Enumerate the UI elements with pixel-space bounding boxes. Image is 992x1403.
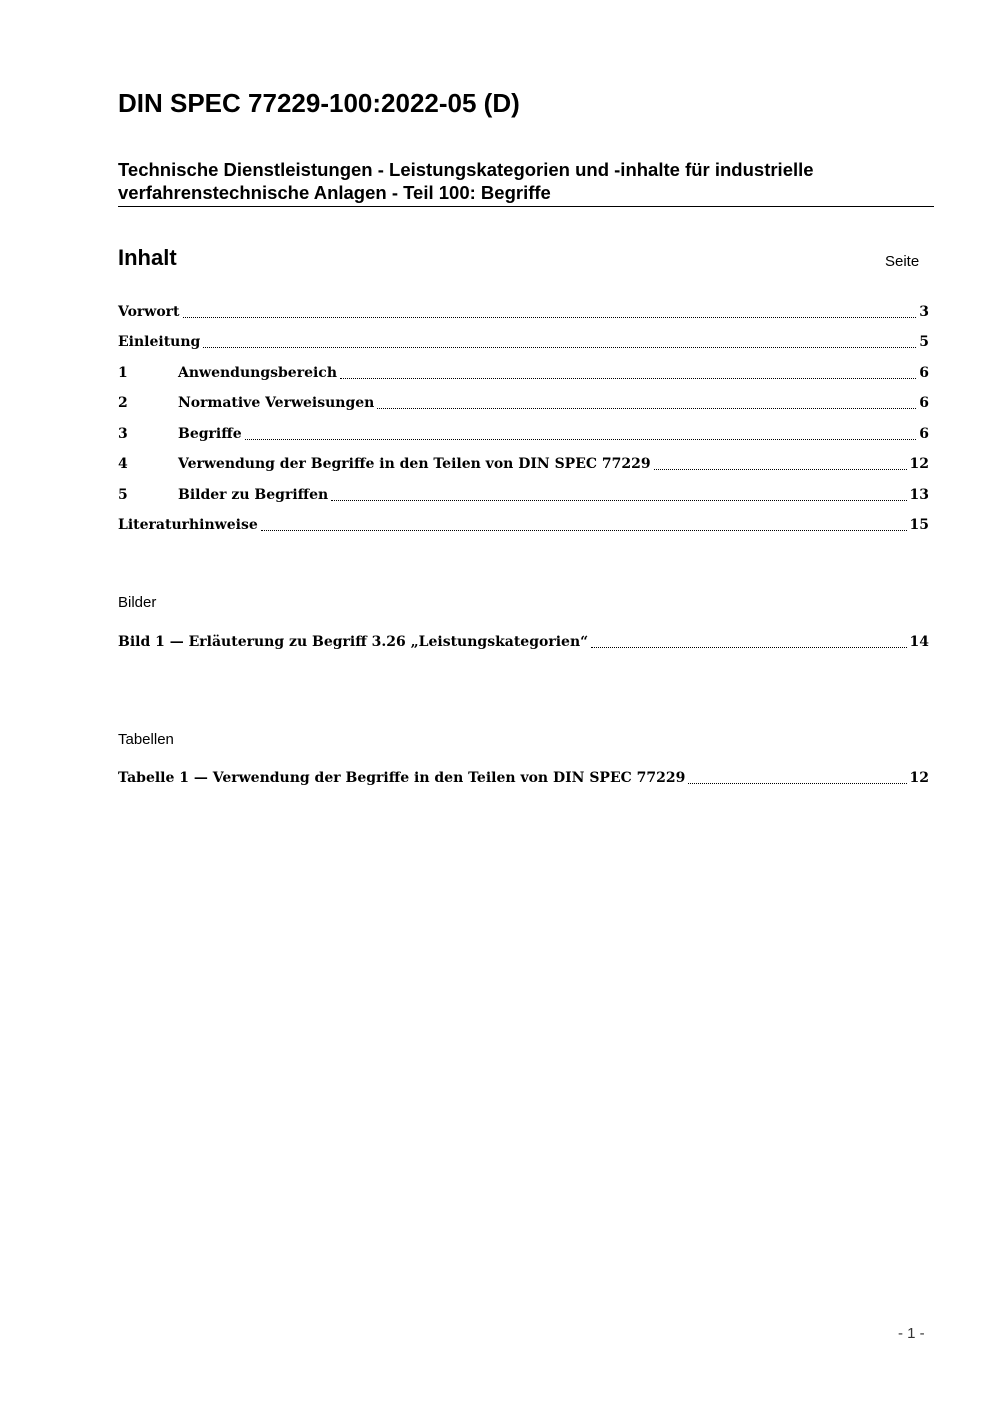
figure-entry[interactable] [118, 632, 929, 652]
dot-leader [688, 783, 906, 784]
toc-entry-einleitung[interactable] [118, 332, 929, 352]
title-divider [118, 206, 934, 207]
toc-entry-page: 5 [919, 334, 929, 350]
toc-entry-number: 1 [118, 365, 128, 381]
table-entry-page: 12 [909, 770, 929, 786]
toc-entry-page: 13 [909, 487, 929, 503]
figure-entry-page: 14 [909, 634, 929, 650]
toc-entry-page: 15 [909, 517, 929, 533]
dot-leader [654, 469, 907, 470]
page-column-label: Seite [885, 253, 920, 270]
toc-entry-number: 5 [118, 487, 128, 503]
toc-entry-title: Anwendungsbereich [178, 365, 337, 381]
document-title: DIN SPEC 77229-100:2022-05 (D) [118, 88, 520, 118]
toc-heading: Inhalt [118, 245, 177, 270]
toc-entry-title: Vorwort [118, 304, 180, 320]
toc-entry-begriffe[interactable] [118, 424, 929, 444]
page-number: - 1 - [898, 1325, 925, 1342]
toc-entry-page: 6 [919, 365, 929, 381]
dot-leader [340, 378, 916, 379]
toc-entry-number: 3 [118, 426, 128, 442]
tables-heading: Tabellen [118, 731, 174, 748]
dot-leader [183, 317, 917, 318]
toc-entry-page: 12 [909, 456, 929, 472]
toc-entry-page: 6 [919, 395, 929, 411]
dot-leader [261, 530, 907, 531]
dot-leader [203, 347, 916, 348]
toc-entry-number: 2 [118, 395, 128, 411]
toc-entry-vorwort[interactable] [118, 302, 929, 322]
toc-entry-page: 6 [919, 426, 929, 442]
toc-entry-title: Bilder zu Begriffen [178, 487, 329, 503]
dot-leader [591, 647, 906, 648]
toc-entry-verwendung-der-begriffe[interactable] [118, 454, 929, 474]
table-entry[interactable] [118, 768, 929, 788]
dot-leader [331, 500, 906, 501]
document-subtitle: Technische Dienstleistungen - Leistungskategorien und -inhalte für industrielle verfahrenstechnische Anlagen - Teil 100: Begriffe [118, 159, 814, 203]
table-entry-title: Tabelle 1 — Verwendung der Begriffe in den Teilen von DIN SPEC 77229 [118, 770, 686, 786]
toc-entry-title: Verwendung der Begriffe in den Teilen von DIN SPEC 77229 [178, 456, 651, 472]
toc-entry-title: Einleitung [118, 334, 201, 350]
toc-entry-number: 4 [118, 456, 128, 472]
figures-heading: Bilder [118, 594, 157, 611]
toc-entry-normative-verweisungen[interactable] [118, 393, 929, 413]
figure-entry-title: Bild 1 — Erläuterung zu Begriff 3.26 „Leistungskategorien“ [118, 634, 589, 650]
toc-entry-anwendungsbereich[interactable] [118, 363, 929, 383]
dot-leader [245, 439, 917, 440]
toc-entry-title: Begriffe [178, 426, 242, 442]
toc-entry-title: Normative Verweisungen [178, 395, 375, 411]
toc-entry-bilder-zu-begriffen[interactable] [118, 485, 929, 505]
toc-entry-page: 3 [919, 304, 929, 320]
toc-entry-title: Literaturhinweise [118, 517, 258, 533]
toc-entry-literaturhinweise[interactable] [118, 515, 929, 535]
dot-leader [377, 408, 916, 409]
